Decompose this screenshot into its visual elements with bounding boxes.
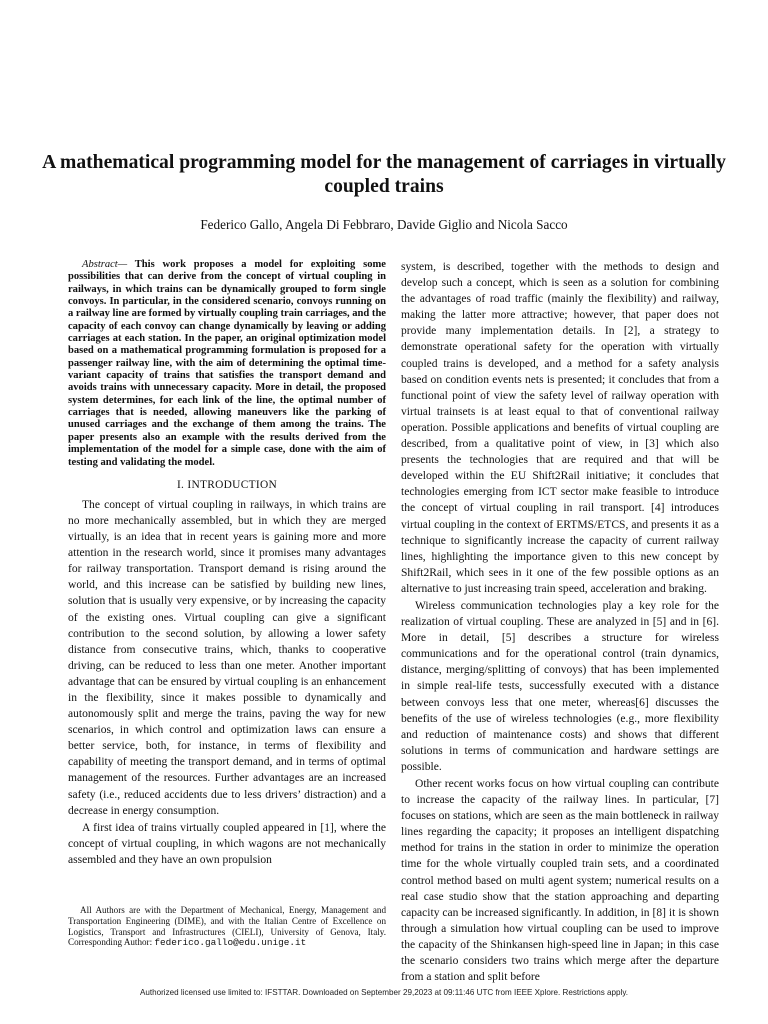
corresponding-email: federico.gallo@edu.unige.it <box>154 937 307 949</box>
license-notice: Authorized licensed use limited to: IFSTTAR. Downloaded on September 29,2023 at 09:11:46 UTC from IEEE Xplore. Restrictions apply. <box>139 988 629 997</box>
intro-paragraph-4: Wireless communication technologies play a key role for the realization of virtual coupling. These are analyzed in [5] and in [6]. More in detail, [5] describes a structure for wireless communications and for the operational control (train dynamics, distance, merging/splitting of convoys) that has been implemented in simple real-life tests, successfully executed with a distance between convoys less that one meter, whereas[6] discusses the benefits of the use of wireless technologies (e.g., more flexibility and reduction of maintenance costs) and shows that different solutions in terms of communication and hardware settings are possible. <box>401 599 719 773</box>
intro-paragraph-1: The concept of virtual coupling in railways, in which trains are no more mechanically assembled, but in which they are merged virtually, is an idea that in recent years is gaining more and more attention in the research world, since it promises many advantages for railway transportation. Transport demand is rising around the world, and this increase can be satisfied by building new lines, solution that is usually very expensive, or by increasing the capacity of the existing ones. Virtual coupling can give a significant contribution to the second solution, by allowing a lower safety distance from consecutive trains, which, thanks to cooperative driving, can be reduced to less than one meter. Another important advantage that can be ensured by virtual coupling is an enhancement in the flexibility, since it makes possible to dynamically and autonomously split and merge the trains, paving the way for new scenarios, in which control and optimization laws can ensure a better service, both, for instance, in terms of flexibility and capability of meeting the transport demand, and in terms of optimal management of the resources. Further advantages are an increased safety (i.e., reduced accidents due to less drivers’ distraction) and a decrease in energy consumption. <box>68 498 386 817</box>
section-heading-introduction: I. INTRODUCTION <box>176 478 278 491</box>
paper-title: A mathematical programming model for the management of carriages in virtually coupled trains <box>42 152 726 197</box>
abstract-text: This work proposes a model for exploiting some possibilities that can derive from the concept of virtual coupling in railways, in which trains can be dynamically grouped to form single convoys. In particular, in the considered scenario, convoys running on a railway line are formed by virtually coupling train carriages, and the capacity of each convoy can change dynamically by leaving or adding carriages at each station. In the paper, an original optimization model based on a mathematical programming formulation is proposed for a passenger railway line, with the aim of determining the optimal time-variant capacity of trains that satisfies the transport demand and avoids trains with unnecessary capacity. More in detail, the proposed system determines, for each link of the line, the optimal number of carriages that is needed, allowing maneuvers like the parking of unused carriages and the exchange of them among the trains. The paper presents also an example with the results derived from the implementation of the model for a simple case, done with the aim of testing and validating the model. <box>68 259 386 468</box>
left-column <box>68 259 386 868</box>
intro-paragraph-2: A first idea of trains virtually coupled appeared in [1], where the concept of virtual coupling, in which wagons are not mechanically assembled and they have an own propulsion <box>68 821 386 866</box>
footnote-text: All Authors are with the Department of Mechanical, Energy, Management and Transportation Engineering (DIME), and with the Italian Centre of Excellence on Logistics, Transport and Infrastructures (CIELI), University of Genova, Italy. Corresponding Author: <box>68 905 386 948</box>
author-affiliation-footnote <box>68 905 386 949</box>
abstract <box>68 259 386 469</box>
intro-paragraph-3: system, is described, together with the methods to design and develop such a concept, which is seen as a solution for combining the advantages of road traffic (mainly the flexibility) and railway, making the latter more attractive; however, that paper does not provide many implementation details. In [2], a strategy to demonstrate operational safety for the operation with virtually coupled trains is developed, and a method for a safety analysis based on condition events nets is presented; it concludes that from a functional point of view the safety level of railway operation with virtual trainsets is at least equal to that of conventional railway operation. Possible applications and benefits of virtual coupling are described, from a qualitative point of view, in [3] which also presents the technologies that are required and that will be developed within the EU Shift2Rail initiative; it concludes that technologies emerging from ICT sector make feasible to introduce the concept of virtual coupling in rail transport. [4] introduces virtual coupling in the context of ERTMS/ETCS, and presents it as a technique to significantly increase the capacity of current railway lines, highlighting the importance given to this new concept by Shift2Rail, which sees in it one of the few possible options as an alternative to just increasing train speed, acceleration and braking. <box>401 261 719 595</box>
intro-paragraph-5: Other recent works focus on how virtual coupling can contribute to increase the capacity of the railway lines. In particular, [7] focuses on stations, which are seen as the main bottleneck in railway lines regarding the capacity; it proposes an intelligent dispatching method for trains in the station in order to minimize the operation time for the whole virtually coupled train sets, and a coordinated control method based on multi agent system; numerical results on a real case studio show that the station approaching and departing capacity can be increased significantly. In addition, in [8] it is shown through a simulation how virtual coupling can be used to improve the capacity of the Shinkansen high-speed line in Japan; in this case the scenario considers two trains which merge after the departure from a station and split before <box>401 778 719 984</box>
right-column <box>401 259 719 985</box>
abstract-label: Abstract— <box>82 259 128 270</box>
author-list: Federico Gallo, Angela Di Febbraro, Davide Giglio and Nicola Sacco <box>200 217 568 232</box>
